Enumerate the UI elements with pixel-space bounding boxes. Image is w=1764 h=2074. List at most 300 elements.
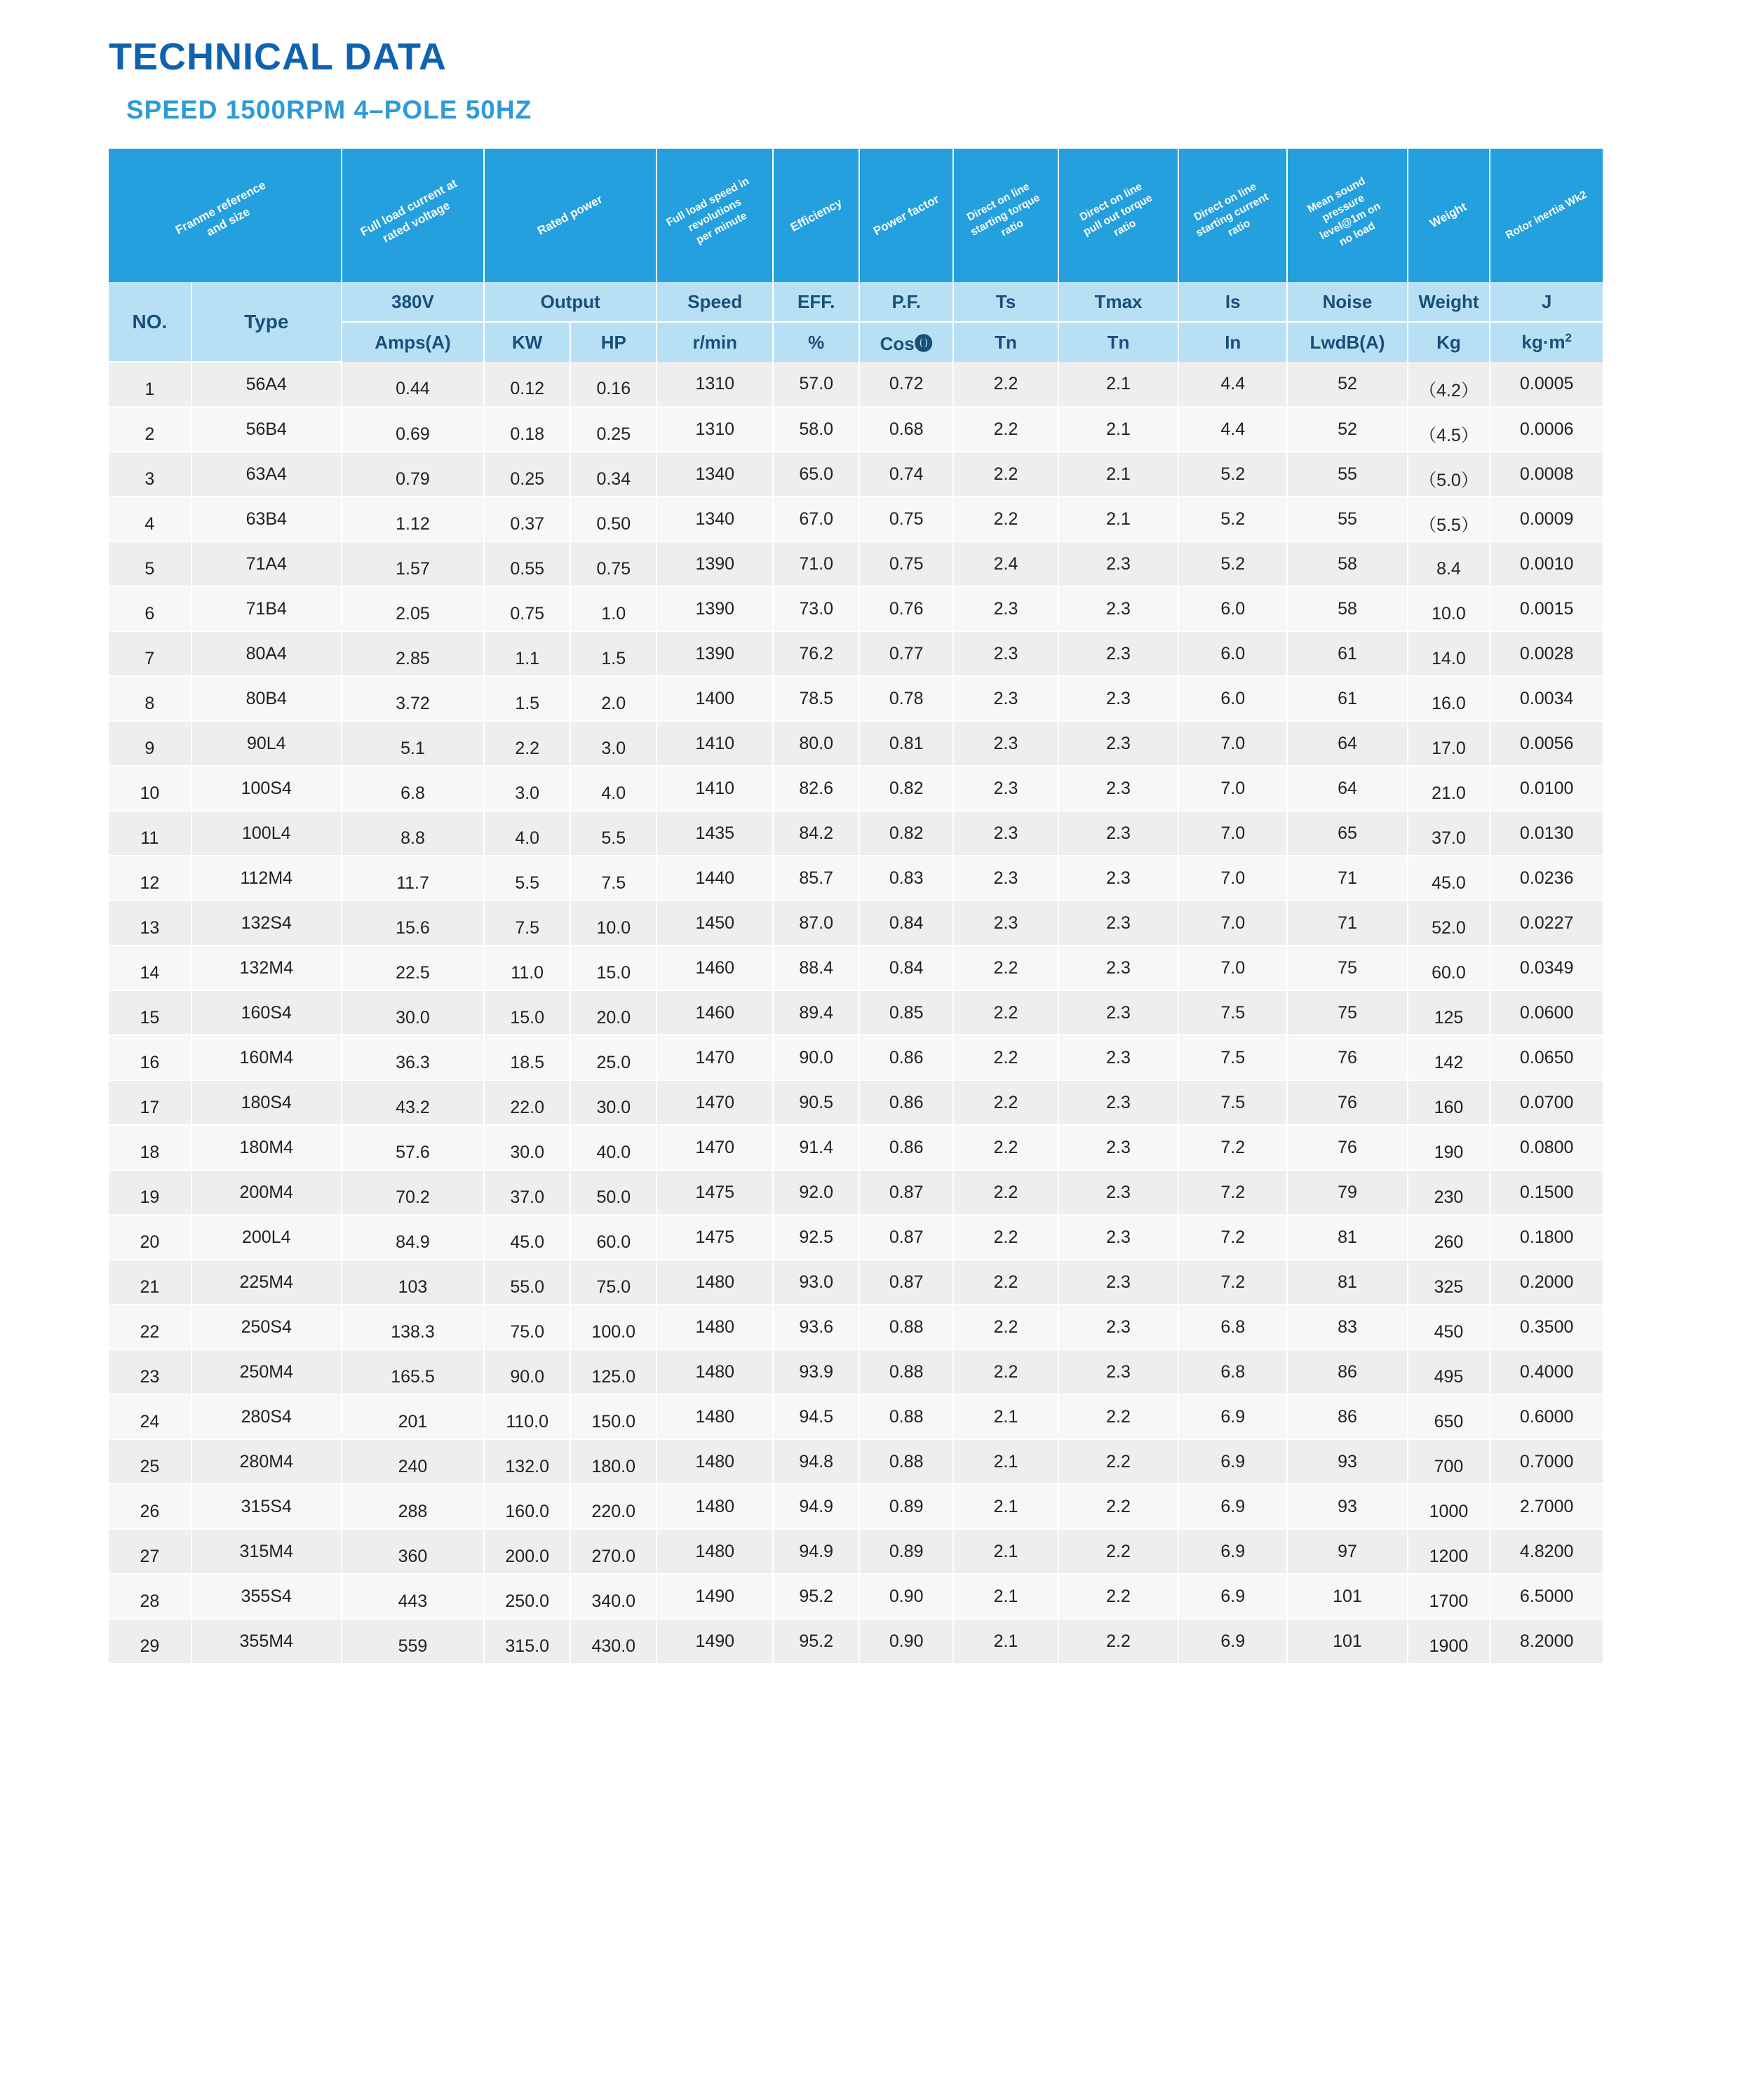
cell-eff: 88.4 bbox=[773, 945, 859, 990]
table-row bbox=[109, 945, 1603, 990]
table-row bbox=[109, 901, 1603, 945]
cell-pf: 0.88 bbox=[859, 1349, 953, 1394]
cell-amps: 70.2 bbox=[342, 1170, 484, 1215]
cell-ts: 2.2 bbox=[953, 1305, 1058, 1349]
cell-noise: 83 bbox=[1287, 1305, 1407, 1349]
cell-noise: 55 bbox=[1287, 452, 1407, 497]
cell-pf: 0.84 bbox=[859, 945, 953, 990]
cell-ts: 2.2 bbox=[953, 990, 1058, 1035]
cell-eff: 87.0 bbox=[773, 901, 859, 945]
cell-rmin: 1490 bbox=[657, 1574, 773, 1619]
cell-tmax: 2.3 bbox=[1058, 721, 1178, 766]
cell-eff: 94.8 bbox=[773, 1439, 859, 1484]
cell-no: 13 bbox=[109, 901, 191, 945]
subheader-kgm2: $kg\cdot m^2$ bbox=[1490, 322, 1603, 362]
cell-eff: 90.0 bbox=[773, 1035, 859, 1080]
cell-is: 7.0 bbox=[1178, 945, 1287, 990]
cell-rmin: 1400 bbox=[657, 676, 773, 721]
table-row bbox=[109, 1619, 1603, 1664]
cell-amps: 288 bbox=[342, 1484, 484, 1529]
cell-rmin: 1470 bbox=[657, 1035, 773, 1080]
cell-kw: 5.5 bbox=[484, 856, 570, 901]
cell-weight: 17.0 bbox=[1408, 721, 1490, 766]
cell-kw: 160.0 bbox=[484, 1484, 570, 1529]
cell-amps: 3.72 bbox=[342, 676, 484, 721]
cell-tmax: 2.2 bbox=[1058, 1439, 1178, 1484]
cell-noise: 97 bbox=[1287, 1529, 1407, 1574]
cell-tmax: 2.3 bbox=[1058, 901, 1178, 945]
table-row bbox=[109, 1439, 1603, 1484]
cell-kw: 0.55 bbox=[484, 541, 570, 586]
cell-j: 0.0015 bbox=[1490, 586, 1603, 631]
table-row bbox=[109, 1484, 1603, 1529]
table-row bbox=[109, 1170, 1603, 1215]
cell-is: 7.0 bbox=[1178, 856, 1287, 901]
cell-no: 14 bbox=[109, 945, 191, 990]
cell-pf: 0.82 bbox=[859, 811, 953, 856]
cell-is: 6.0 bbox=[1178, 586, 1287, 631]
cell-ts: 2.2 bbox=[953, 1170, 1058, 1215]
cell-kw: 0.18 bbox=[484, 407, 570, 452]
cell-hp: 7.5 bbox=[570, 856, 657, 901]
cell-rmin: 1470 bbox=[657, 1125, 773, 1170]
cell-type: 63A4 bbox=[191, 452, 342, 497]
cell-kw: 55.0 bbox=[484, 1260, 570, 1305]
cell-rmin: 1440 bbox=[657, 856, 773, 901]
cell-eff: 92.5 bbox=[773, 1215, 859, 1260]
cell-type: 100L4 bbox=[191, 811, 342, 856]
cell-hp: 100.0 bbox=[570, 1305, 657, 1349]
cell-weight: 21.0 bbox=[1408, 766, 1490, 811]
cell-no: 19 bbox=[109, 1170, 191, 1215]
cell-type: 250S4 bbox=[191, 1305, 342, 1349]
cell-noise: 58 bbox=[1287, 541, 1407, 586]
cell-weight: 125 bbox=[1408, 990, 1490, 1035]
cell-pf: 0.90 bbox=[859, 1619, 953, 1664]
cell-tmax: 2.3 bbox=[1058, 856, 1178, 901]
cell-tmax: 2.3 bbox=[1058, 1125, 1178, 1170]
cell-is: 7.0 bbox=[1178, 811, 1287, 856]
header-rated-power bbox=[484, 149, 657, 282]
header-power-factor bbox=[859, 149, 953, 282]
cell-ts: 2.4 bbox=[953, 541, 1058, 586]
cell-amps: 57.6 bbox=[342, 1125, 484, 1170]
cell-no: 6 bbox=[109, 586, 191, 631]
cell-amps: 103 bbox=[342, 1260, 484, 1305]
table-row bbox=[109, 721, 1603, 766]
cell-kw: 3.0 bbox=[484, 766, 570, 811]
cell-kw: 90.0 bbox=[484, 1349, 570, 1394]
cell-eff: 91.4 bbox=[773, 1125, 859, 1170]
cell-is: 6.8 bbox=[1178, 1349, 1287, 1394]
cell-amps: 15.6 bbox=[342, 901, 484, 945]
cell-eff: 82.6 bbox=[773, 766, 859, 811]
cell-hp: 30.0 bbox=[570, 1080, 657, 1125]
cell-weight: 37.0 bbox=[1408, 811, 1490, 856]
cell-kw: 132.0 bbox=[484, 1439, 570, 1484]
table-row bbox=[109, 766, 1603, 811]
cell-rmin: 1410 bbox=[657, 721, 773, 766]
cell-j: 0.0100 bbox=[1490, 766, 1603, 811]
cell-kw: 110.0 bbox=[484, 1394, 570, 1439]
cell-eff: 67.0 bbox=[773, 497, 859, 541]
cell-pf: 0.88 bbox=[859, 1305, 953, 1349]
header-rotor-inertia-label: Rotor inertia Wk2 bbox=[1504, 188, 1589, 241]
cell-noise: 79 bbox=[1287, 1170, 1407, 1215]
cell-ts: 2.2 bbox=[953, 497, 1058, 541]
cell-no: 10 bbox=[109, 766, 191, 811]
cell-is: 7.2 bbox=[1178, 1260, 1287, 1305]
cell-j: 0.0600 bbox=[1490, 990, 1603, 1035]
cell-tmax: 2.1 bbox=[1058, 362, 1178, 407]
cell-amps: 1.57 bbox=[342, 541, 484, 586]
cell-no: 25 bbox=[109, 1439, 191, 1484]
cell-j: 0.3500 bbox=[1490, 1305, 1603, 1349]
cell-pf: 0.78 bbox=[859, 676, 953, 721]
cell-rmin: 1480 bbox=[657, 1439, 773, 1484]
cell-kw: 75.0 bbox=[484, 1305, 570, 1349]
cell-pf: 0.82 bbox=[859, 766, 953, 811]
cell-no: 1 bbox=[109, 362, 191, 407]
cell-tmax: 2.3 bbox=[1058, 676, 1178, 721]
cell-is: 6.9 bbox=[1178, 1574, 1287, 1619]
cell-kw: 4.0 bbox=[484, 811, 570, 856]
subheader-tn-2: Tn bbox=[1058, 322, 1178, 362]
cell-eff: 94.9 bbox=[773, 1484, 859, 1529]
header-weight-label: Weight bbox=[1427, 199, 1469, 230]
cell-noise: 55 bbox=[1287, 497, 1407, 541]
cell-amps: 1.12 bbox=[342, 497, 484, 541]
subheader-ts: Ts bbox=[953, 282, 1058, 322]
table-row bbox=[109, 1260, 1603, 1305]
cell-no: 5 bbox=[109, 541, 191, 586]
cell-eff: 95.2 bbox=[773, 1574, 859, 1619]
cell-weight: 8.4 bbox=[1408, 541, 1490, 586]
cell-tmax: 2.3 bbox=[1058, 945, 1178, 990]
cell-type: 315S4 bbox=[191, 1484, 342, 1529]
cell-eff: 84.2 bbox=[773, 811, 859, 856]
cell-type: 132S4 bbox=[191, 901, 342, 945]
cell-pf: 0.85 bbox=[859, 990, 953, 1035]
table-row bbox=[109, 811, 1603, 856]
cell-j: 0.7000 bbox=[1490, 1439, 1603, 1484]
cell-weight: 1000 bbox=[1408, 1484, 1490, 1529]
cell-hp: 270.0 bbox=[570, 1529, 657, 1574]
cell-tmax: 2.3 bbox=[1058, 586, 1178, 631]
cell-is: 7.0 bbox=[1178, 901, 1287, 945]
header-efficiency bbox=[773, 149, 859, 282]
cell-noise: 71 bbox=[1287, 901, 1407, 945]
cell-j: 6.5000 bbox=[1490, 1574, 1603, 1619]
table-row bbox=[109, 1215, 1603, 1260]
table-row bbox=[109, 1125, 1603, 1170]
cell-kw: 11.0 bbox=[484, 945, 570, 990]
cell-type: 160M4 bbox=[191, 1035, 342, 1080]
cell-rmin: 1435 bbox=[657, 811, 773, 856]
cell-type: 56A4 bbox=[191, 362, 342, 407]
cell-ts: 2.3 bbox=[953, 811, 1058, 856]
sub-header-row-1 bbox=[109, 282, 1603, 322]
cell-rmin: 1480 bbox=[657, 1484, 773, 1529]
cell-noise: 52 bbox=[1287, 407, 1407, 452]
table-row bbox=[109, 362, 1603, 407]
cell-weight: （4.2） bbox=[1408, 362, 1490, 407]
page-title: TECHNICAL DATA bbox=[109, 36, 447, 78]
cell-pf: 0.75 bbox=[859, 497, 953, 541]
cell-tmax: 2.3 bbox=[1058, 1170, 1178, 1215]
cell-is: 7.2 bbox=[1178, 1125, 1287, 1170]
cell-pf: 0.84 bbox=[859, 901, 953, 945]
cell-pf: 0.86 bbox=[859, 1035, 953, 1080]
cell-weight: 60.0 bbox=[1408, 945, 1490, 990]
cell-type: 355S4 bbox=[191, 1574, 342, 1619]
cell-no: 24 bbox=[109, 1394, 191, 1439]
cell-amps: 84.9 bbox=[342, 1215, 484, 1260]
cell-eff: 78.5 bbox=[773, 676, 859, 721]
header-frame-reference bbox=[109, 149, 342, 282]
cell-kw: 2.2 bbox=[484, 721, 570, 766]
header-starting-current-ratio bbox=[1178, 149, 1287, 282]
header-efficiency-label: Efficiency bbox=[788, 195, 844, 234]
cell-amps: 201 bbox=[342, 1394, 484, 1439]
cell-j: 0.6000 bbox=[1490, 1394, 1603, 1439]
cell-type: 56B4 bbox=[191, 407, 342, 452]
subheader-rmin: r/min bbox=[657, 322, 773, 362]
cell-eff: 93.6 bbox=[773, 1305, 859, 1349]
cell-noise: 64 bbox=[1287, 721, 1407, 766]
table-row bbox=[109, 1574, 1603, 1619]
cell-weight: 142 bbox=[1408, 1035, 1490, 1080]
cell-j: 0.0650 bbox=[1490, 1035, 1603, 1080]
cell-weight: 495 bbox=[1408, 1349, 1490, 1394]
cell-type: 280S4 bbox=[191, 1394, 342, 1439]
cell-no: 4 bbox=[109, 497, 191, 541]
cell-kw: 0.37 bbox=[484, 497, 570, 541]
cell-tmax: 2.3 bbox=[1058, 1305, 1178, 1349]
cell-hp: 10.0 bbox=[570, 901, 657, 945]
cell-is: 6.9 bbox=[1178, 1619, 1287, 1664]
subheader-kw: KW bbox=[484, 322, 570, 362]
cell-ts: 2.3 bbox=[953, 856, 1058, 901]
cell-j: 0.0028 bbox=[1490, 631, 1603, 676]
cell-no: 26 bbox=[109, 1484, 191, 1529]
cell-kw: 0.12 bbox=[484, 362, 570, 407]
cell-kw: 315.0 bbox=[484, 1619, 570, 1664]
cell-weight: 450 bbox=[1408, 1305, 1490, 1349]
cell-no: 16 bbox=[109, 1035, 191, 1080]
cell-is: 6.9 bbox=[1178, 1394, 1287, 1439]
cell-j: 0.4000 bbox=[1490, 1349, 1603, 1394]
cell-ts: 2.1 bbox=[953, 1394, 1058, 1439]
table-row bbox=[109, 1305, 1603, 1349]
cell-no: 28 bbox=[109, 1574, 191, 1619]
cell-j: 0.1800 bbox=[1490, 1215, 1603, 1260]
subheader-j: J bbox=[1490, 282, 1603, 322]
cell-ts: 2.2 bbox=[953, 1080, 1058, 1125]
cell-weight: （4.5） bbox=[1408, 407, 1490, 452]
cell-j: 0.0005 bbox=[1490, 362, 1603, 407]
subheader-pf: P.F. bbox=[859, 282, 953, 322]
cell-type: 71B4 bbox=[191, 586, 342, 631]
cell-weight: （5.5） bbox=[1408, 497, 1490, 541]
cell-no: 21 bbox=[109, 1260, 191, 1305]
cell-no: 2 bbox=[109, 407, 191, 452]
cell-type: 71A4 bbox=[191, 541, 342, 586]
cell-j: 0.0034 bbox=[1490, 676, 1603, 721]
cell-type: 80A4 bbox=[191, 631, 342, 676]
cell-hp: 0.16 bbox=[570, 362, 657, 407]
cell-hp: 340.0 bbox=[570, 1574, 657, 1619]
header-full-load-current bbox=[342, 149, 484, 282]
cell-pf: 0.68 bbox=[859, 407, 953, 452]
cell-j: 0.1500 bbox=[1490, 1170, 1603, 1215]
cell-noise: 86 bbox=[1287, 1394, 1407, 1439]
cell-rmin: 1480 bbox=[657, 1305, 773, 1349]
cell-noise: 65 bbox=[1287, 811, 1407, 856]
cell-hp: 50.0 bbox=[570, 1170, 657, 1215]
cell-eff: 71.0 bbox=[773, 541, 859, 586]
cell-no: 27 bbox=[109, 1529, 191, 1574]
cell-noise: 71 bbox=[1287, 856, 1407, 901]
cell-hp: 60.0 bbox=[570, 1215, 657, 1260]
cell-tmax: 2.1 bbox=[1058, 407, 1178, 452]
cell-j: 0.0800 bbox=[1490, 1125, 1603, 1170]
cell-hp: 75.0 bbox=[570, 1260, 657, 1305]
cell-type: 200L4 bbox=[191, 1215, 342, 1260]
header-power-factor-label: Power factor bbox=[870, 191, 941, 238]
cell-j: 0.0227 bbox=[1490, 901, 1603, 945]
cell-noise: 75 bbox=[1287, 945, 1407, 990]
rotated-header-row bbox=[109, 149, 1603, 282]
cell-hp: 180.0 bbox=[570, 1439, 657, 1484]
cell-pf: 0.74 bbox=[859, 452, 953, 497]
cell-no: 7 bbox=[109, 631, 191, 676]
cell-rmin: 1480 bbox=[657, 1349, 773, 1394]
header-starting-torque-ratio bbox=[953, 149, 1058, 282]
cell-weight: 1900 bbox=[1408, 1619, 1490, 1664]
cell-j: 0.0349 bbox=[1490, 945, 1603, 990]
cell-j: 0.0010 bbox=[1490, 541, 1603, 586]
cell-amps: 30.0 bbox=[342, 990, 484, 1035]
cell-tmax: 2.3 bbox=[1058, 1035, 1178, 1080]
cell-amps: 6.8 bbox=[342, 766, 484, 811]
cell-amps: 8.8 bbox=[342, 811, 484, 856]
cell-tmax: 2.2 bbox=[1058, 1484, 1178, 1529]
cell-ts: 2.2 bbox=[953, 1349, 1058, 1394]
cell-no: 9 bbox=[109, 721, 191, 766]
header-rated-power-label: Rated power bbox=[535, 191, 605, 238]
cell-rmin: 1340 bbox=[657, 497, 773, 541]
cell-amps: 11.7 bbox=[342, 856, 484, 901]
cell-rmin: 1460 bbox=[657, 990, 773, 1035]
cell-ts: 2.1 bbox=[953, 1484, 1058, 1529]
subheader-percent: % bbox=[773, 322, 859, 362]
cell-eff: 95.2 bbox=[773, 1619, 859, 1664]
cell-amps: 5.1 bbox=[342, 721, 484, 766]
cell-kw: 1.1 bbox=[484, 631, 570, 676]
cell-noise: 61 bbox=[1287, 631, 1407, 676]
subheader-speed: Speed bbox=[657, 282, 773, 322]
cell-weight: 10.0 bbox=[1408, 586, 1490, 631]
cell-weight: （5.0） bbox=[1408, 452, 1490, 497]
subheader-output: Output bbox=[484, 282, 657, 322]
cell-amps: 165.5 bbox=[342, 1349, 484, 1394]
cell-noise: 64 bbox=[1287, 766, 1407, 811]
subheader-tmax: Tmax bbox=[1058, 282, 1178, 322]
cell-ts: 2.3 bbox=[953, 586, 1058, 631]
cell-tmax: 2.3 bbox=[1058, 990, 1178, 1035]
cell-eff: 89.4 bbox=[773, 990, 859, 1035]
cell-rmin: 1475 bbox=[657, 1170, 773, 1215]
cell-hp: 1.5 bbox=[570, 631, 657, 676]
cell-rmin: 1490 bbox=[657, 1619, 773, 1664]
cell-weight: 14.0 bbox=[1408, 631, 1490, 676]
cell-j: 2.7000 bbox=[1490, 1484, 1603, 1529]
cell-tmax: 2.3 bbox=[1058, 1349, 1178, 1394]
cell-noise: 93 bbox=[1287, 1439, 1407, 1484]
cell-type: 180S4 bbox=[191, 1080, 342, 1125]
cell-tmax: 2.2 bbox=[1058, 1529, 1178, 1574]
cell-hp: 25.0 bbox=[570, 1035, 657, 1080]
cell-rmin: 1480 bbox=[657, 1394, 773, 1439]
cell-noise: 86 bbox=[1287, 1349, 1407, 1394]
cell-weight: 650 bbox=[1408, 1394, 1490, 1439]
technical-data-table bbox=[109, 149, 1603, 1664]
cell-tmax: 2.2 bbox=[1058, 1574, 1178, 1619]
cell-amps: 559 bbox=[342, 1619, 484, 1664]
cell-amps: 43.2 bbox=[342, 1080, 484, 1125]
cell-weight: 230 bbox=[1408, 1170, 1490, 1215]
cell-j: 0.0236 bbox=[1490, 856, 1603, 901]
cell-no: 18 bbox=[109, 1125, 191, 1170]
cell-tmax: 2.3 bbox=[1058, 1080, 1178, 1125]
cell-weight: 160 bbox=[1408, 1080, 1490, 1125]
cell-is: 6.9 bbox=[1178, 1484, 1287, 1529]
cell-amps: 36.3 bbox=[342, 1035, 484, 1080]
cell-weight: 45.0 bbox=[1408, 856, 1490, 901]
cell-eff: 57.0 bbox=[773, 362, 859, 407]
cell-is: 6.0 bbox=[1178, 676, 1287, 721]
cell-pf: 0.89 bbox=[859, 1484, 953, 1529]
cell-kw: 18.5 bbox=[484, 1035, 570, 1080]
cell-hp: 220.0 bbox=[570, 1484, 657, 1529]
cell-hp: 1.0 bbox=[570, 586, 657, 631]
cell-pf: 0.86 bbox=[859, 1080, 953, 1125]
cell-tmax: 2.1 bbox=[1058, 497, 1178, 541]
cell-pf: 0.76 bbox=[859, 586, 953, 631]
table-row bbox=[109, 1035, 1603, 1080]
cell-ts: 2.3 bbox=[953, 721, 1058, 766]
subheader-is: Is bbox=[1178, 282, 1287, 322]
cell-rmin: 1470 bbox=[657, 1080, 773, 1125]
cell-amps: 0.79 bbox=[342, 452, 484, 497]
cell-is: 4.4 bbox=[1178, 362, 1287, 407]
cell-ts: 2.2 bbox=[953, 407, 1058, 452]
cell-tmax: 2.3 bbox=[1058, 541, 1178, 586]
cell-ts: 2.2 bbox=[953, 1035, 1058, 1080]
cell-rmin: 1410 bbox=[657, 766, 773, 811]
page-subtitle: SPEED 1500RPM 4–POLE 50HZ bbox=[126, 95, 532, 124]
cell-hp: 3.0 bbox=[570, 721, 657, 766]
cell-noise: 58 bbox=[1287, 586, 1407, 631]
cell-rmin: 1390 bbox=[657, 586, 773, 631]
subheader-type: Type bbox=[191, 282, 342, 362]
table-row bbox=[109, 452, 1603, 497]
cell-hp: 2.0 bbox=[570, 676, 657, 721]
cell-type: 80B4 bbox=[191, 676, 342, 721]
cell-type: 200M4 bbox=[191, 1170, 342, 1215]
cell-j: 8.2000 bbox=[1490, 1619, 1603, 1664]
